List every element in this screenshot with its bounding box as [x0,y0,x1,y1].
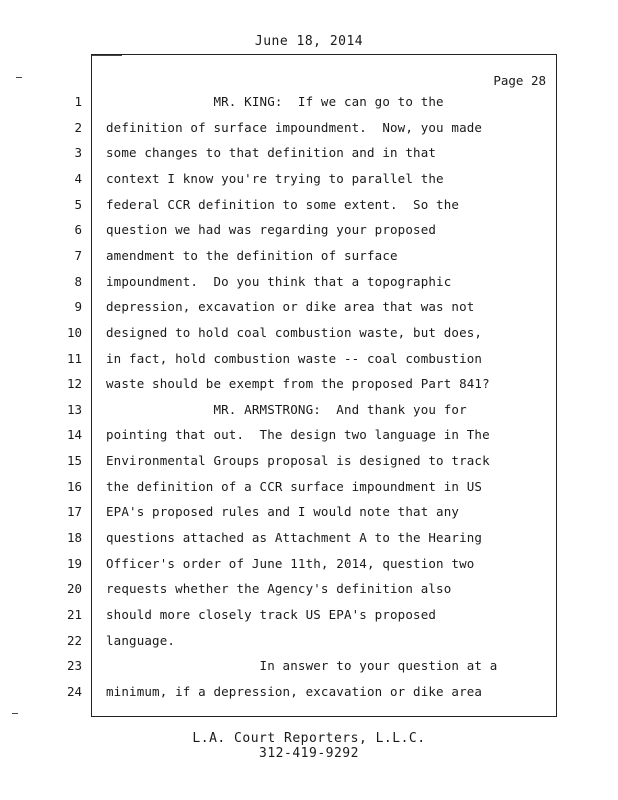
line-number: 4 [74,171,82,186]
line-number: 16 [66,479,82,494]
transcript-line: question we had was regarding your proposed [106,222,437,237]
transcript-line: Officer's order of June 11th, 2014, question two [106,556,475,571]
transcript-line: depression, excavation or dike area that was not [106,299,475,314]
line-number: 11 [66,351,82,366]
transcript-line: pointing that out. The design two language in The [106,427,490,442]
line-number: 23 [66,658,82,673]
left-margin-mark [12,713,18,714]
line-number: 8 [74,274,82,289]
transcript-line: designed to hold coal combustion waste, but does, [106,325,483,340]
transcript-line: the definition of a CCR surface impoundment in US [106,479,483,494]
line-number: 17 [66,504,82,519]
transcript-line: minimum, if a depression, excavation or dike area [106,684,483,699]
transcript-line: MR. KING: If we can go to the [106,94,444,109]
line-number: 9 [74,299,82,314]
left-margin-mark [16,77,22,78]
transcript-line: should more closely track US EPA's proposed [106,607,437,622]
line-number: 5 [74,197,82,212]
transcript-line: context I know you're trying to parallel the [106,171,444,186]
transcript-line: impoundment. Do you think that a topographic [106,274,452,289]
line-number: 14 [66,427,82,442]
line-number: 7 [74,248,82,263]
transcript-line: amendment to the definition of surface [106,248,398,263]
transcript-line: EPA's proposed rules and I would note that any [106,504,460,519]
line-number: 6 [74,222,82,237]
page-number: Page 28 [493,73,546,88]
transcript-line: definition of surface impoundment. Now, you made [106,120,483,135]
line-number: 20 [66,581,82,596]
transcript-line: In answer to your question at a [106,658,498,673]
court-reporter-phone: 312-419-9292 [259,746,359,761]
court-reporter-name: L.A. Court Reporters, L.L.C. [192,731,426,746]
transcript-line: in fact, hold combustion waste -- coal combustion [106,351,483,366]
line-number: 12 [66,376,82,391]
transcript-line: requests whether the Agency's definition also [106,581,452,596]
transcript-line: questions attached as Attachment A to the Hearing [106,530,483,545]
line-number: 2 [74,120,82,135]
transcript-line: federal CCR definition to some extent. So the [106,197,460,212]
line-number: 21 [66,607,82,622]
line-number: 3 [74,145,82,160]
line-number: 18 [66,530,82,545]
transcript-date: June 18, 2014 [254,34,364,49]
transcript-line: Environmental Groups proposal is designed to track [106,453,490,468]
line-number: 15 [66,453,82,468]
line-number: 13 [66,402,82,417]
line-number: 24 [66,684,82,699]
line-number: 10 [66,325,82,340]
transcript-line: language. [106,633,176,648]
transcript-line: some changes to that definition and in that [106,145,437,160]
line-number: 22 [66,633,82,648]
line-number: 19 [66,556,82,571]
line-number: 1 [74,94,82,109]
transcript-line: MR. ARMSTRONG: And thank you for [106,402,467,417]
transcript-line: waste should be exempt from the proposed Part 841? [106,376,490,391]
